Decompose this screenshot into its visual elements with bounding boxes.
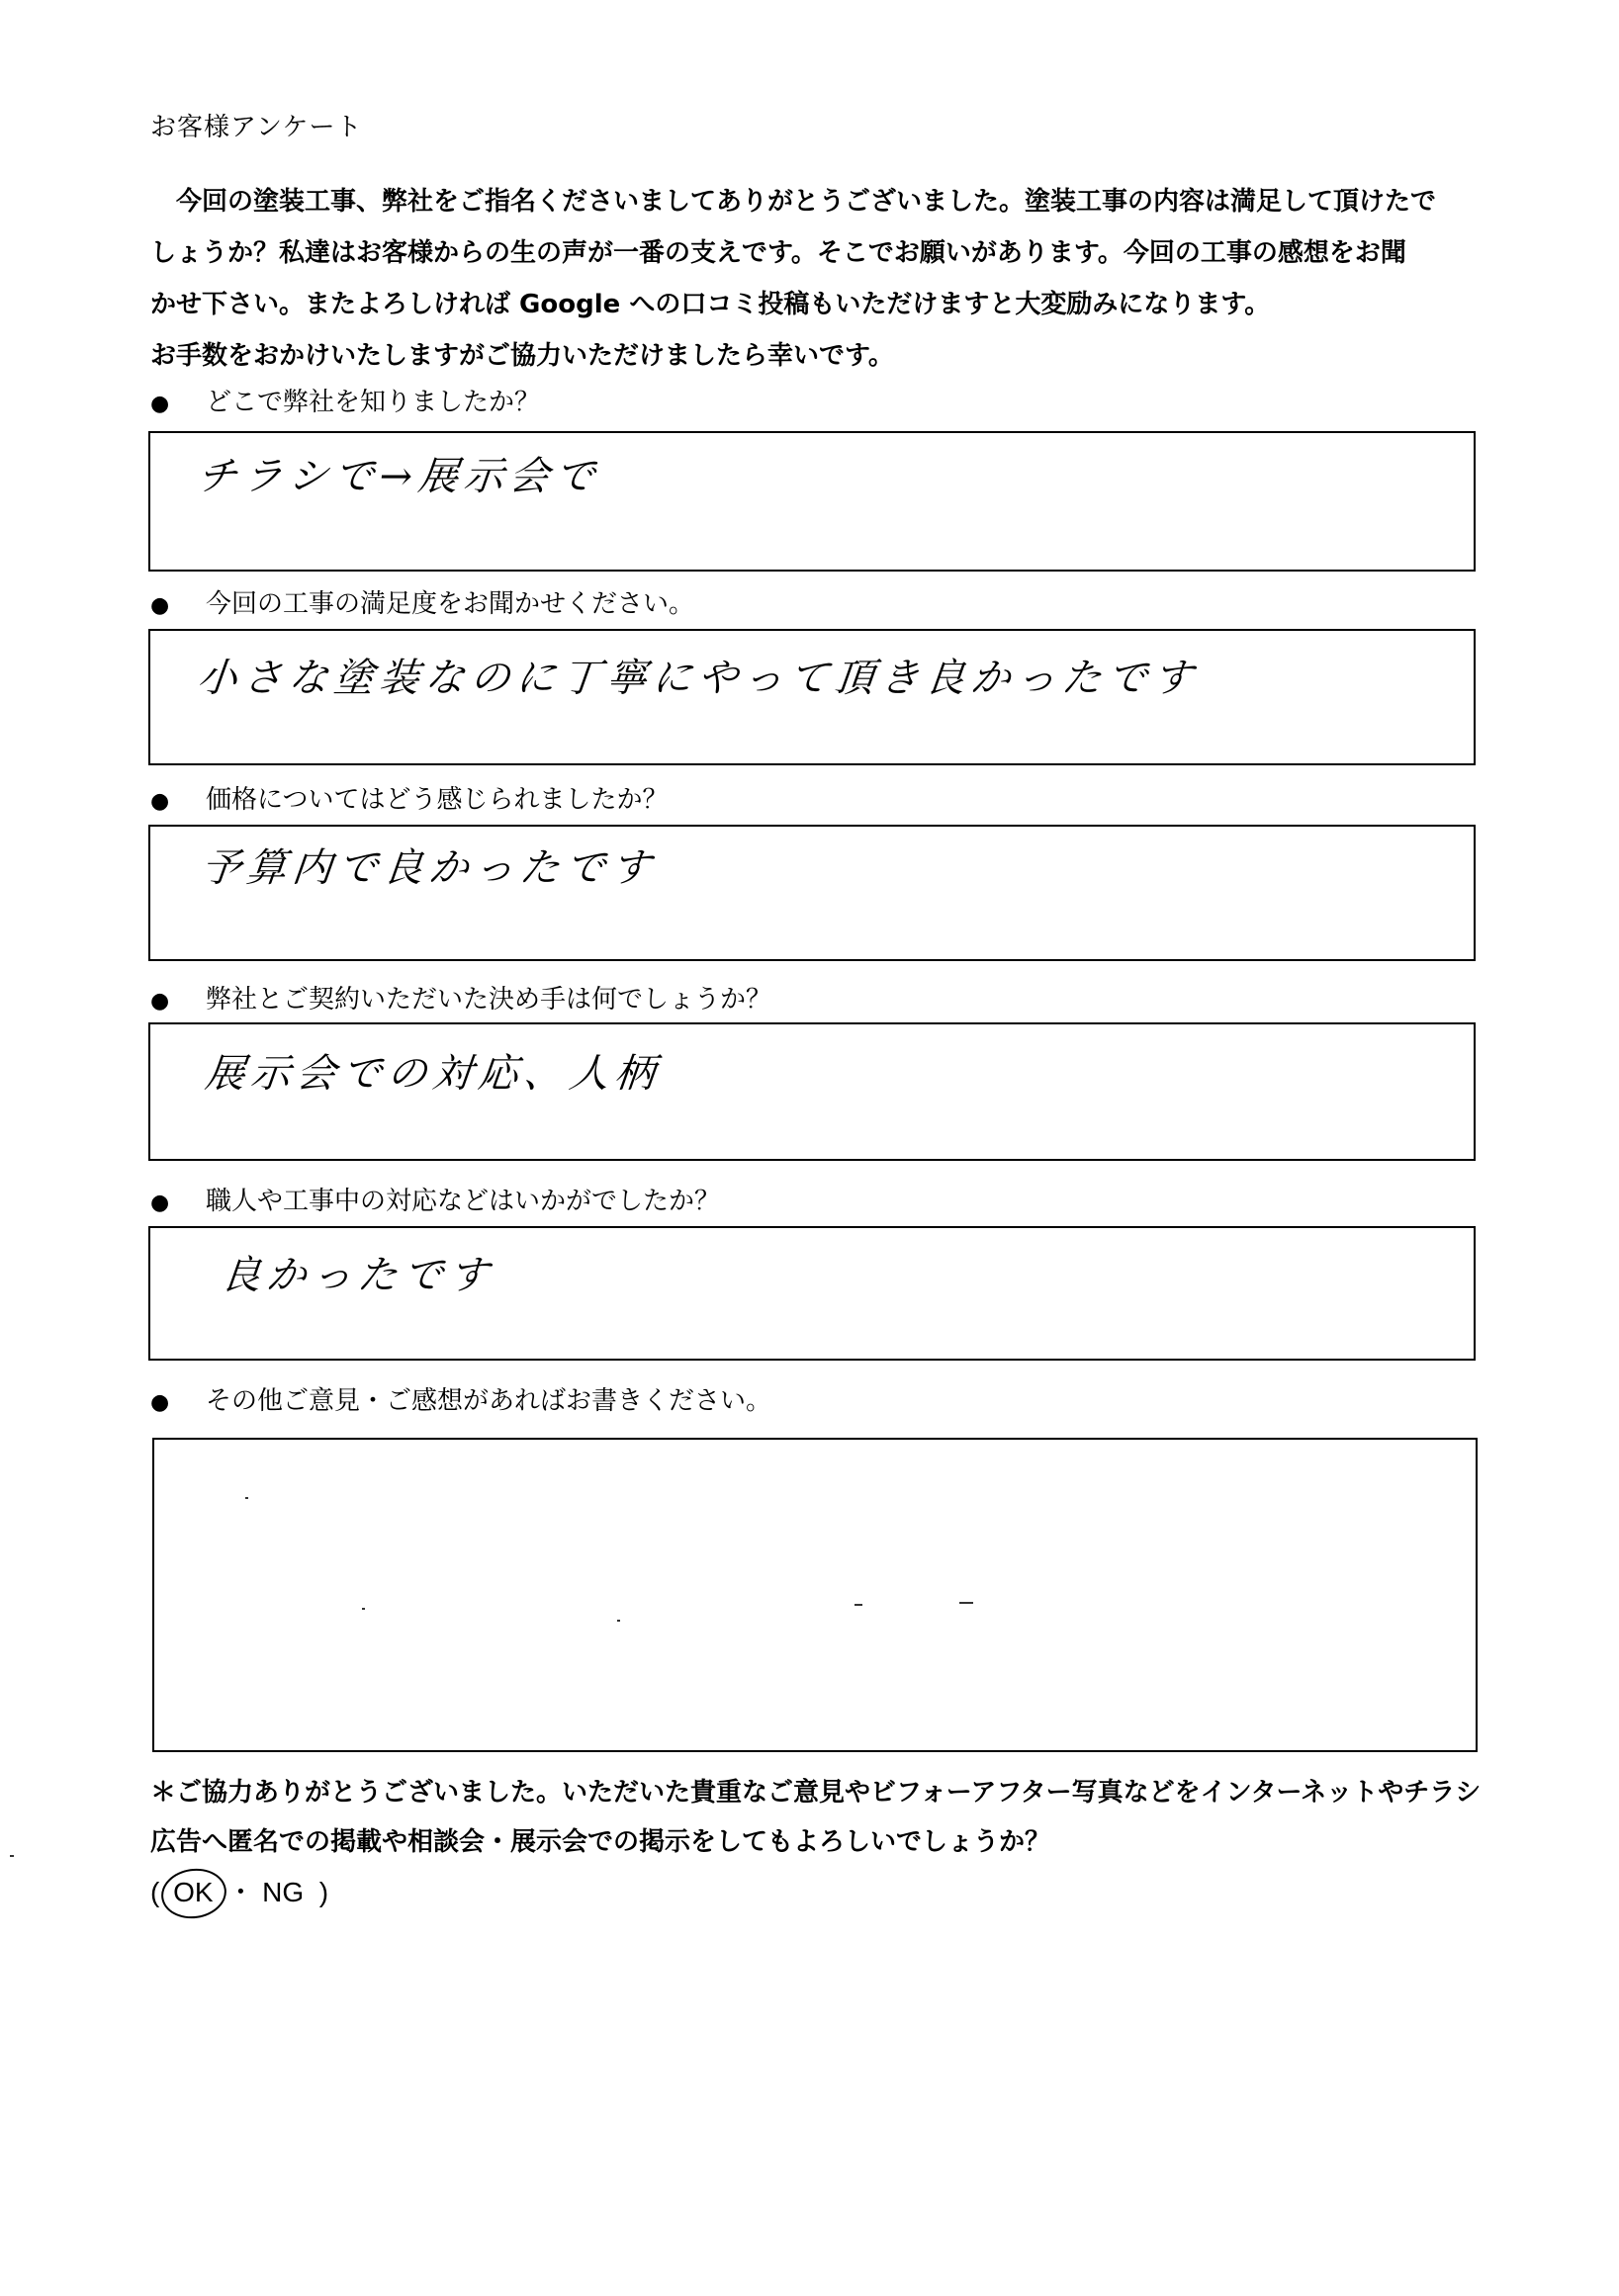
answer-text: 小さな塗装なのに丁寧にやって頂き良かったです bbox=[195, 656, 1202, 701]
page-title: お客様アンケート bbox=[150, 113, 363, 142]
answer-box-1[interactable] bbox=[148, 431, 1476, 572]
footer-line: 広告へ匿名での掲載や相談会・展示会での掲示をしてもよろしいでしょうか？ bbox=[150, 1827, 1051, 1857]
question-4 bbox=[150, 979, 771, 1016]
scan-speck bbox=[10, 1855, 14, 1857]
bullet: ● bbox=[150, 593, 170, 618]
consent-open-paren: ( bbox=[150, 1877, 160, 1907]
question-2 bbox=[150, 583, 694, 620]
answer-text: 展示会での対応、人柄 bbox=[203, 1051, 664, 1097]
scan-speck bbox=[362, 1608, 365, 1610]
consent-ok-label: OK bbox=[173, 1877, 214, 1907]
question-label: 弊社とご契約いただいた決め手は何でしょうか？ bbox=[206, 985, 772, 1015]
consent-ok-option[interactable] bbox=[167, 1877, 219, 1908]
bullet: ● bbox=[150, 789, 170, 814]
answer-box-6[interactable] bbox=[152, 1438, 1478, 1752]
consent-close-paren: ) bbox=[318, 1877, 329, 1907]
footer-line: ＊ご協力ありがとうございました。いただいた貴重なご意見やビフォーアフター写真などをインターネットやチラシ bbox=[150, 1778, 1482, 1808]
answer-text: 良かったです bbox=[219, 1253, 497, 1298]
consent-choice bbox=[150, 1871, 328, 1910]
footer-note bbox=[150, 1768, 1495, 1867]
answer-box-5[interactable] bbox=[148, 1226, 1476, 1361]
question-label: 今回の工事の満足度をお聞かせください。 bbox=[206, 589, 695, 619]
question-label: 職人や工事中の対応などはいかがでしたか？ bbox=[206, 1187, 721, 1216]
answer-text: 予算内で良かったです bbox=[199, 845, 660, 891]
scan-speck bbox=[959, 1602, 973, 1604]
bullet: ● bbox=[150, 989, 170, 1014]
scan-speck bbox=[854, 1604, 862, 1606]
question-label: 価格についてはどう感じられましたか？ bbox=[206, 785, 669, 815]
question-5 bbox=[150, 1181, 720, 1217]
consent-ng-option[interactable]: NG bbox=[262, 1877, 305, 1907]
question-1 bbox=[150, 382, 540, 418]
answer-box-4[interactable] bbox=[148, 1022, 1476, 1161]
intro-line: かせ下さい。またよろしければ Google への口コミ投稿もいただけますと大変励みになります。 bbox=[150, 290, 1271, 319]
intro-line: しょうか？私達はお客様からの生の声が一番の支えです。そこでお願いがあります。今回の工事の感想をお聞 bbox=[150, 238, 1406, 268]
question-6 bbox=[150, 1380, 771, 1417]
intro-line: 今回の塗装工事、弊社をご指名くださいましてありがとうございました。塗装工事の内容は満足して頂けたで bbox=[176, 187, 1437, 217]
selection-circle-icon bbox=[158, 1865, 229, 1923]
answer-text: チラシで→展示会で bbox=[195, 454, 603, 499]
bullet: ● bbox=[150, 1191, 170, 1215]
scan-speck bbox=[245, 1497, 248, 1499]
bullet: ● bbox=[150, 1390, 170, 1415]
answer-box-2[interactable] bbox=[148, 629, 1476, 765]
scan-speck bbox=[617, 1620, 620, 1622]
question-label: どこで弊社を知りましたか？ bbox=[206, 388, 541, 417]
intro-text bbox=[150, 176, 1495, 382]
answer-box-3[interactable] bbox=[148, 825, 1476, 961]
bullet: ● bbox=[150, 392, 170, 416]
question-3 bbox=[150, 779, 668, 816]
question-label: その他ご意見・ご感想があればお書きください。 bbox=[206, 1386, 772, 1416]
intro-line: お手数をおかけいたしますがご協力いただけましたら幸いです。 bbox=[150, 341, 894, 371]
consent-separator: ・ bbox=[226, 1877, 255, 1907]
